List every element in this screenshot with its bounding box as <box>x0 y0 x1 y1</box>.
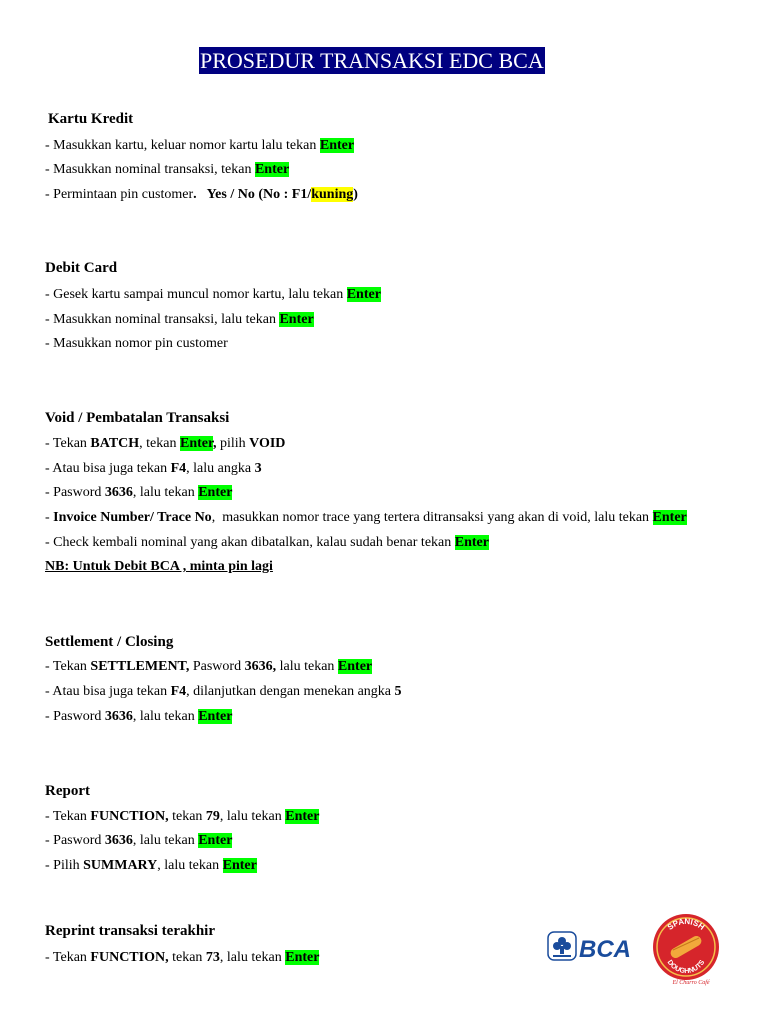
debit-card-step-2 <box>45 312 314 328</box>
step-text: - <box>45 510 54 525</box>
spanish-text: SPANISH <box>665 916 707 932</box>
step-text: , lalu tekan <box>157 858 223 873</box>
number-key: 5 <box>394 684 402 699</box>
enter-key: Enter <box>180 436 213 451</box>
step-text: - Pilih <box>45 858 84 873</box>
settlement-step-1 <box>45 659 372 675</box>
heading-settlement: Settlement / Closing <box>45 634 174 650</box>
batch-key: BATCH <box>90 436 140 451</box>
page-title: PROSEDUR TRANSAKSI EDC BCA <box>200 48 544 73</box>
number-key: 3 <box>254 461 262 476</box>
summary-key: SUMMARY <box>83 858 158 873</box>
enter-key: Enter <box>198 709 233 724</box>
heading-report: Report <box>45 783 90 799</box>
bca-logo-text: BCA <box>579 936 631 963</box>
enter-key: Enter <box>454 535 489 550</box>
step-text: , lalu tekan <box>219 809 286 824</box>
function-key: FUNCTION, <box>90 809 169 824</box>
step-text: tekan <box>168 950 206 965</box>
report-step-2 <box>45 833 232 849</box>
enter-key: Enter <box>254 162 290 177</box>
f4-key: F4 <box>170 461 187 476</box>
doughnuts-text: DOUGHNUTS <box>665 959 707 976</box>
debit-card-step-3 <box>45 336 228 352</box>
step-text: pilih <box>216 436 250 451</box>
kuning-key: kuning <box>311 187 354 202</box>
enter-key: Enter <box>337 659 373 674</box>
settlement-key: SETTLEMENT, <box>90 659 190 674</box>
step-text: , dilanjutkan dengan menekan angka <box>186 684 395 699</box>
step-text: - Tekan <box>45 659 91 674</box>
heading-reprint: Reprint transaksi terakhir <box>45 923 215 939</box>
step-text: , tekan <box>139 436 180 451</box>
kartu-kredit-step-2 <box>45 162 289 178</box>
step-text: - Atau bisa juga tekan <box>45 684 171 699</box>
step-text: tekan <box>168 809 206 824</box>
enter-key: Enter <box>285 950 320 965</box>
void-step-5 <box>45 535 489 551</box>
spanish-doughnuts-logo <box>651 912 721 986</box>
step-text: lalu tekan <box>276 659 338 674</box>
void-key: VOID <box>249 436 286 451</box>
tagline-text: El Churro Café <box>672 980 710 986</box>
bca-emblem-icon <box>548 932 576 960</box>
reprint-step-1 <box>45 950 319 966</box>
enter-key: Enter <box>319 138 355 153</box>
step-text: , lalu tekan <box>132 485 199 500</box>
step-text: , lalu angka <box>186 461 255 476</box>
step-text: - Gesek kartu sampai muncul nomor kartu, lalu tekan <box>45 287 347 302</box>
void-step-3 <box>45 485 232 501</box>
heading-debit-card: Debit Card <box>45 260 118 276</box>
step-text: , lalu tekan <box>132 833 199 848</box>
enter-key: Enter <box>279 312 314 327</box>
step-text: - Pasword <box>45 833 105 848</box>
enter-key: Enter <box>198 485 233 500</box>
comma: , <box>212 436 217 451</box>
step-text: - Pasword <box>45 485 105 500</box>
step-text: - Pasword <box>45 709 105 724</box>
heading-kartu-kredit: Kartu Kredit <box>48 111 134 127</box>
step-text: Pasword <box>189 659 245 674</box>
enter-key: Enter <box>346 287 381 302</box>
step-text: , lalu tekan <box>219 950 286 965</box>
password-value: 3636 <box>104 833 133 848</box>
step-text: - Tekan <box>45 950 91 965</box>
password-value: 3636 <box>104 485 133 500</box>
step-text: - Masukkan nominal transaksi, lalu tekan <box>45 312 280 327</box>
number-key: 73 <box>205 950 220 965</box>
settlement-step-3 <box>45 709 232 725</box>
step-text: - Permintaan pin customer <box>45 187 194 202</box>
invoice-label: Invoice Number/ Trace No <box>53 510 212 525</box>
void-note: NB: Untuk Debit BCA , minta pin lagi <box>45 559 273 574</box>
void-step-1 <box>45 436 285 452</box>
void-step-2 <box>45 461 262 477</box>
step-text: - Masukkan nominal transaksi, tekan <box>45 162 255 177</box>
settlement-step-2 <box>45 684 402 700</box>
void-step-4 <box>45 510 687 526</box>
kartu-kredit-step-1 <box>45 138 354 154</box>
step-text: - Check kembali nominal yang akan dibatalkan, kalau sudah benar tekan <box>45 535 455 550</box>
step-text: - Masukkan kartu, keluar nomor kartu lalu tekan <box>45 138 320 153</box>
bca-logo <box>547 928 635 964</box>
heading-void: Void / Pembatalan Transaksi <box>45 410 230 426</box>
kartu-kredit-step-3 <box>45 187 358 203</box>
step-text: - Atau bisa juga tekan <box>45 461 171 476</box>
step-text: , lalu tekan <box>132 709 199 724</box>
enter-key: Enter <box>652 510 687 525</box>
step-text: - Tekan <box>45 436 91 451</box>
step-text: - Masukkan nomor pin customer <box>45 336 228 351</box>
report-step-3 <box>45 858 257 874</box>
step-text: , masukkan nomor trace yang tertera ditransaksi yang akan di void, lalu tekan <box>211 510 653 525</box>
number-key: 79 <box>205 809 220 824</box>
password-value: 3636, <box>244 659 277 674</box>
step-text: - Tekan <box>45 809 91 824</box>
yes-no-text: . Yes / No (No : F1/ <box>193 187 312 202</box>
password-value: 3636 <box>104 709 133 724</box>
closing-paren: ) <box>353 187 358 202</box>
function-key: FUNCTION, <box>90 950 169 965</box>
enter-key: Enter <box>285 809 320 824</box>
debit-card-step-1 <box>45 287 381 303</box>
enter-key: Enter <box>198 833 233 848</box>
enter-key: Enter <box>222 858 257 873</box>
report-step-1 <box>45 809 319 825</box>
f4-key: F4 <box>170 684 187 699</box>
